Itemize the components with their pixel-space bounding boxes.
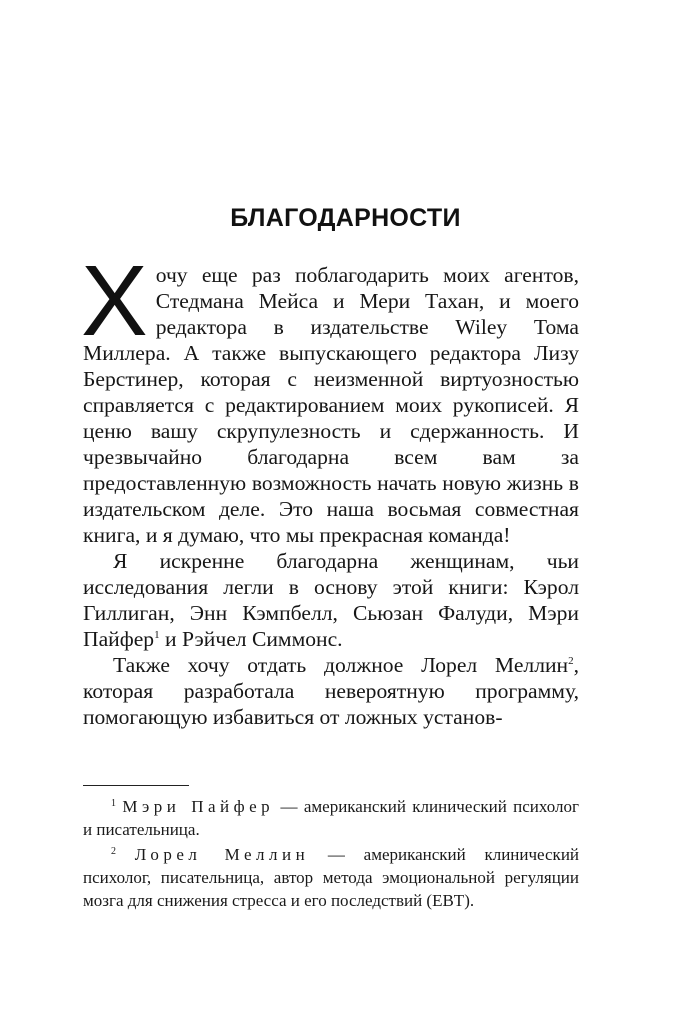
footnote-mark-1: 1 — [111, 798, 116, 809]
paragraph-2 — [83, 548, 579, 652]
footnote-ref-1[interactable]: 1 — [154, 629, 160, 641]
footnote-mark-2: 2 — [111, 846, 116, 857]
paragraph-3-text-after: , которая разработала невероятную программу, помогающую избавиться от ложных установ- — [83, 653, 579, 729]
footnote-2 — [83, 843, 579, 912]
paragraph-1 — [81, 245, 579, 548]
body-text — [81, 245, 579, 730]
paragraph-1-text: очу еще раз поблагодарить моих агентов, Стедмана Мейса и Мери Тахан, и моего редактора в издательстве Wiley Тома Миллера. А также выпускающего редактора Лизу Берстинер, которая с неизменной виртуозностью справляется с редактированием моих рукописей. Я ценю вашу скрупулезность и сдержанность. И чрезвычайно благодарна всем вам за предоставленную возможность начать новую жизнь в издательском деле. Это наша восьмая совместная книга, и я думаю, что мы прекрасная команда! — [83, 263, 579, 547]
footnote-1 — [83, 795, 579, 841]
paragraph-2-text-after: и Рэйчел Симмонс. — [159, 627, 343, 651]
footnotes — [83, 795, 579, 914]
footnote-1-text: — американский клинический психолог и писательница. — [83, 797, 579, 839]
paragraph-3-text-before: Также хочу отдать должное Лорел Меллин — [113, 653, 569, 677]
paragraph-2-text-before: Я искренне благодарна женщинам, чьи исследования легли в основу этой книги: Кэрол Гиллиган, Энн Кэмпбелл, Сьюзан Фалуди, Мэри Пайфер — [83, 549, 579, 651]
footnote-2-name: Лорел Меллин — [134, 845, 310, 864]
chapter-heading: БЛАГОДАРНОСТИ — [230, 204, 461, 232]
footnote-separator — [83, 785, 189, 786]
drop-cap: Х — [81, 245, 148, 357]
footnote-ref-2[interactable]: 2 — [568, 655, 574, 667]
paragraph-3 — [83, 652, 579, 730]
footnote-2-text: — американский клинический психолог, писательница, автор метода эмоциональной регуляции мозга для снижения стресса и его последствий (EBT). — [83, 845, 580, 910]
footnote-1-name: Мэри Пайфер — [122, 797, 275, 816]
